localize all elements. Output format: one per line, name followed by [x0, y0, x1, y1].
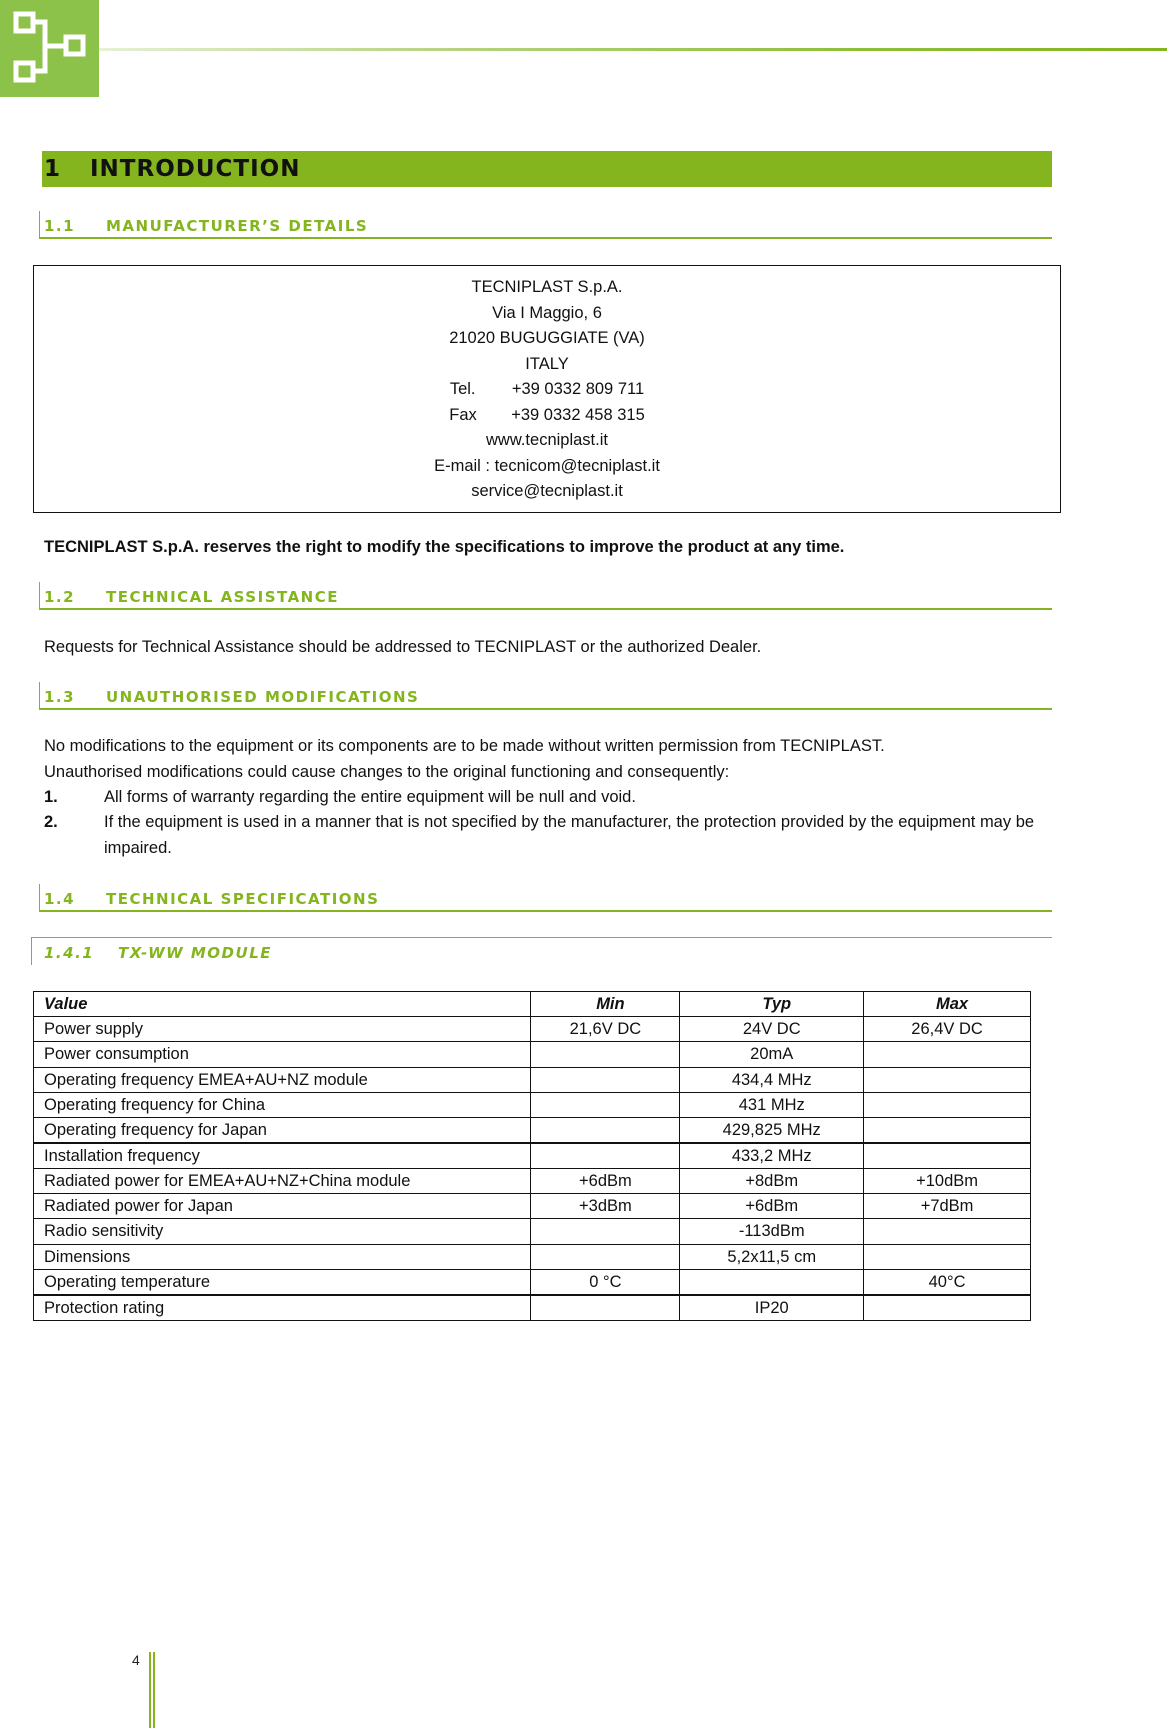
list-number: 1. — [44, 788, 58, 806]
cell-parameter: Protection rating — [34, 1295, 531, 1321]
table-row — [34, 1295, 1031, 1321]
table-row — [34, 1092, 1031, 1117]
cell-min — [531, 1295, 680, 1321]
section-number: 1.4 — [44, 890, 76, 908]
cell-max: +7dBm — [864, 1194, 1031, 1219]
cell-min — [531, 1219, 680, 1244]
cell-typ: +6dBm — [680, 1194, 864, 1219]
section-heading-1-3 — [39, 682, 1052, 710]
cell-min — [531, 1092, 680, 1117]
table-row — [34, 1017, 1031, 1042]
modifications-paragraph-1: No modifications to the equipment or its components are to be made without written permission from TECNIPLAST. — [44, 737, 885, 755]
cell-min: 21,6V DC — [531, 1017, 680, 1042]
list-item — [44, 810, 1054, 861]
logo — [0, 0, 99, 97]
list-text: If the equipment is used in a manner that is not specified by the manufacturer, the protection provided by the equipment may be impaired. — [104, 813, 1035, 857]
cell-typ: 24V DC — [680, 1017, 864, 1042]
cell-max — [864, 1042, 1031, 1067]
section-heading-1-1 — [39, 211, 1052, 239]
list-number: 2. — [44, 813, 58, 831]
table-row — [34, 1269, 1031, 1295]
website-link[interactable]: www.tecniplast.it — [486, 431, 608, 449]
chapter-title: INTRODUCTION — [90, 156, 301, 182]
cell-typ: 20mA — [680, 1042, 864, 1067]
service-email[interactable]: service@tecniplast.it — [471, 482, 623, 500]
cell-parameter: Operating frequency EMEA+AU+NZ module — [34, 1067, 531, 1092]
table-row — [34, 1143, 1031, 1169]
section-number: 1.3 — [44, 688, 76, 706]
list-text: All forms of warranty regarding the entire equipment will be null and void. — [104, 788, 636, 806]
section-title: TECHNICAL ASSISTANCE — [106, 588, 339, 606]
cell-typ: 5,2x11,5 cm — [680, 1244, 864, 1269]
cell-max — [864, 1143, 1031, 1169]
cell-typ: IP20 — [680, 1295, 864, 1321]
flowchart-icon — [0, 0, 99, 97]
cell-parameter: Power consumption — [34, 1042, 531, 1067]
cell-max — [864, 1295, 1031, 1321]
fax-number: +39 0332 458 315 — [511, 405, 645, 424]
table-row — [34, 1244, 1031, 1269]
street: Via I Maggio, 6 — [492, 303, 602, 322]
chapter-number: 1 — [44, 156, 62, 182]
cell-min: 0 °C — [531, 1269, 680, 1295]
section-title: TECHNICAL SPECIFICATIONS — [106, 890, 380, 908]
column-header-min: Min — [531, 992, 680, 1017]
column-header-typ: Typ — [680, 992, 864, 1017]
cell-typ: 433,2 MHz — [680, 1143, 864, 1169]
section-number: 1.1 — [44, 217, 76, 235]
column-header-value: Value — [34, 992, 531, 1017]
country: ITALY — [525, 354, 569, 373]
cell-typ — [680, 1269, 864, 1295]
cell-max — [864, 1117, 1031, 1143]
fax-row — [34, 403, 1060, 429]
column-header-max: Max — [864, 992, 1031, 1017]
tel-number: +39 0332 809 711 — [511, 380, 645, 398]
cell-parameter: Operating frequency for China — [34, 1092, 531, 1117]
cell-max — [864, 1092, 1031, 1117]
cell-parameter: Radiated power for EMEA+AU+NZ+China module — [34, 1168, 531, 1193]
manufacturer-address-box — [33, 265, 1061, 513]
cell-min — [531, 1143, 680, 1169]
cell-max — [864, 1219, 1031, 1244]
table-row — [34, 1117, 1031, 1143]
cell-typ: 434,4 MHz — [680, 1067, 864, 1092]
cell-min — [531, 1067, 680, 1092]
cell-parameter: Operating temperature — [34, 1269, 531, 1295]
cell-typ: +8dBm — [680, 1168, 864, 1193]
section-title: MANUFACTURER’S DETAILS — [106, 217, 369, 235]
cell-max: +10dBm — [864, 1168, 1031, 1193]
section-heading-1-2 — [39, 582, 1052, 610]
cell-min: +6dBm — [531, 1168, 680, 1193]
modifications-paragraph-2: Unauthorised modifications could cause changes to the original functioning and consequently: — [44, 763, 730, 781]
chapter-heading — [42, 151, 1052, 187]
table-header-row — [34, 992, 1031, 1017]
cell-parameter: Dimensions — [34, 1244, 531, 1269]
table-row — [34, 1067, 1031, 1092]
specification-notice: TECNIPLAST S.p.A. reserves the right to modify the specifications to improve the product at any time. — [44, 538, 845, 556]
table-row — [34, 1219, 1031, 1244]
city: 21020 BUGUGGIATE (VA) — [449, 329, 645, 347]
cell-typ: 431 MHz — [680, 1092, 864, 1117]
cell-parameter: Operating frequency for Japan — [34, 1117, 531, 1143]
header-rule — [99, 48, 1167, 51]
cell-max: 26,4V DC — [864, 1017, 1031, 1042]
cell-parameter: Radio sensitivity — [34, 1219, 531, 1244]
page-number: 4 — [132, 1652, 140, 1668]
list-item — [44, 785, 1054, 811]
section-title: UNAUTHORISED MODIFICATIONS — [106, 688, 420, 706]
cell-parameter: Radiated power for Japan — [34, 1194, 531, 1219]
fax-label: Fax — [449, 405, 477, 424]
footer-rule — [149, 1652, 155, 1728]
table-row — [34, 1168, 1031, 1193]
email-line[interactable]: E-mail : tecnicom@tecniplast.it — [434, 456, 660, 475]
specifications-table — [33, 991, 1031, 1321]
assistance-paragraph: Requests for Technical Assistance should be addressed to TECNIPLAST or the authorized Dealer. — [44, 638, 762, 656]
cell-min — [531, 1244, 680, 1269]
cell-min — [531, 1117, 680, 1143]
telephone-row — [34, 377, 1060, 403]
section-heading-1-4 — [39, 884, 1052, 912]
table-row — [34, 1042, 1031, 1067]
cell-min — [531, 1042, 680, 1067]
cell-max — [864, 1244, 1031, 1269]
section-title: TX-WW MODULE — [118, 944, 272, 962]
cell-typ: -113dBm — [680, 1219, 864, 1244]
cell-typ: 429,825 MHz — [680, 1117, 864, 1143]
cell-max: 40°C — [864, 1269, 1031, 1295]
section-number: 1.2 — [44, 588, 76, 606]
table-row — [34, 1194, 1031, 1219]
section-number: 1.4.1 — [44, 944, 95, 962]
company-name: TECNIPLAST S.p.A. — [471, 278, 623, 296]
tel-label: Tel. — [449, 380, 476, 398]
cell-max — [864, 1067, 1031, 1092]
cell-parameter: Installation frequency — [34, 1143, 531, 1169]
cell-min: +3dBm — [531, 1194, 680, 1219]
section-heading-1-4-1 — [31, 937, 1052, 965]
cell-parameter: Power supply — [34, 1017, 531, 1042]
